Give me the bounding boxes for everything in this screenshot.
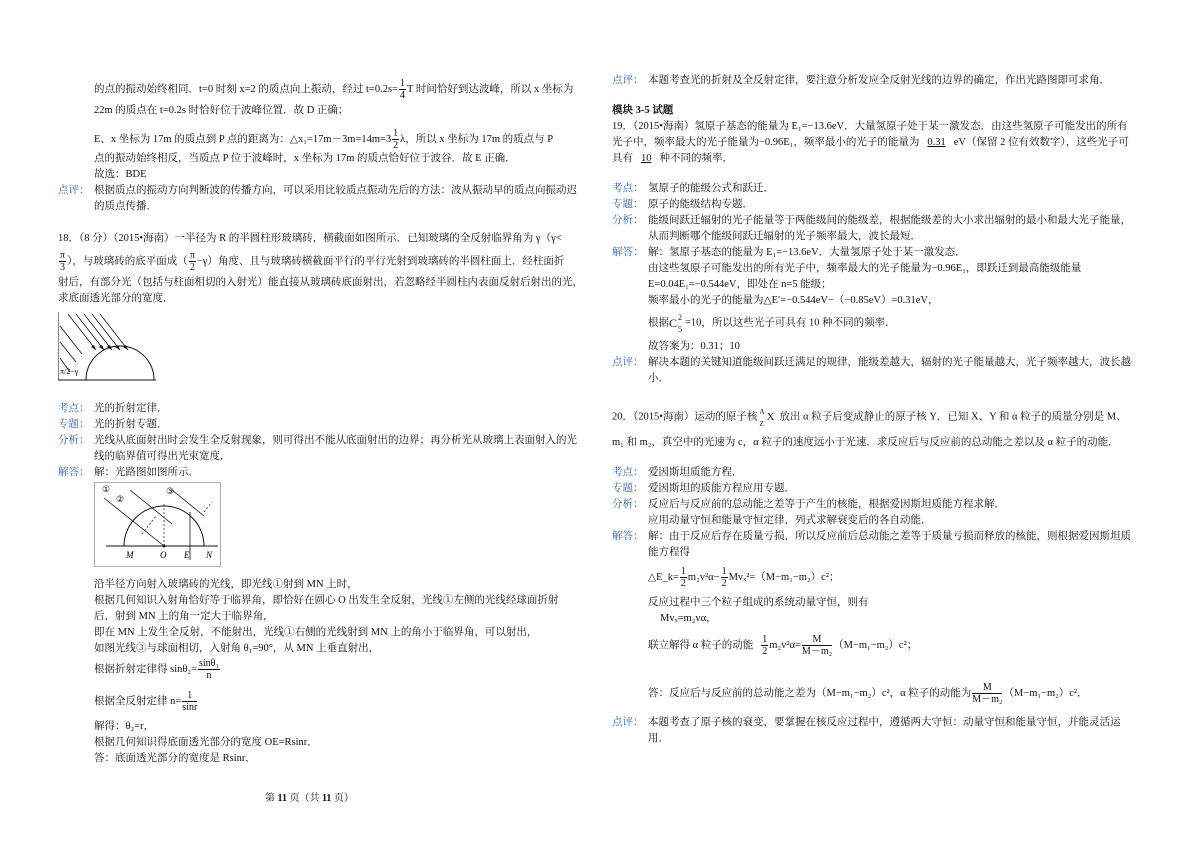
solution-line1: 沿半径方向射入玻璃砖的光线，即光线①射到 MN 上时，: [94, 579, 358, 590]
review-label: 点评：: [612, 357, 644, 368]
q18-line1: 18．（8 分）（2015•海南）一半径为 R 的半圆柱形玻璃砖，横截面如图所示．已知玻璃的全反射临界角为 γ（γ<: [58, 233, 562, 244]
p17-cont-line1: 的点的振动始终相同．t=0 时刻 x=2 的质点向上振动，经过 t=0.2s= $\frac{1}{4}$ T 时间恰好到达波峰，所以 x 坐标为: [94, 78, 574, 101]
q19-jieda-line3: E=0.04E₁=−0.544eV，即处在 n=5 能级；: [648, 279, 832, 290]
jieda-label: 解答：: [612, 247, 644, 258]
q20-equation2: 联立解得 α 粒子的动能 $\frac{1}{2}$ m₂v²α= $\frac{M}{\text{M－m₂}}$ （M−m₁−m₂）c²；: [648, 634, 918, 657]
q20-momentum-eq: Mvₓ=m₂vα，: [660, 613, 717, 624]
page-number: 11: [277, 793, 287, 804]
light-path-figure: [94, 482, 222, 568]
q19-zhuanti: 原子的能级结构专题．: [648, 199, 753, 210]
q19-kaodian: 氢原子的能级公式和跃迁．: [648, 183, 774, 194]
q19-answer2: 10: [641, 153, 652, 164]
fraction-pi-3: $\frac{\pi}{3}$: [60, 250, 66, 273]
q19-jieda-line2: 由这些氢原子可能发出的所有光子中，频率最大的光子能量为−0.96E₁，即跃迁到最高能级能量: [648, 263, 1082, 274]
q20-fenxi-line1: 反应后与反应前的总动能之差等于产生的核能，根据爱因斯坦质能方程求解．: [648, 499, 1005, 510]
figure2-ray1-label: ①: [102, 485, 111, 495]
figure2-ray2-label: ②: [116, 495, 125, 505]
q19-line3: 具有 10 种不同的频率．: [612, 153, 733, 164]
solution-line5: 如图光线③与球面相切，入射角 θ₁=90°，从 MN 上垂直射出，: [94, 643, 380, 654]
p17-cont-line3: E、x 坐标为 17m 的质点到 P 点的距离为：△x₁=17m－3m=14m=3 $\frac{1}{2}$ λ，所以 x 坐标为 17m 的质点与 P: [94, 128, 554, 151]
q19-answer-line: 故答案为：0.31；10: [648, 341, 740, 352]
fenxi-label: 分析：: [58, 435, 90, 446]
p17-cont-line5: 故选：BDE: [94, 169, 147, 180]
q19-fenxi-line1: 能级间跃迁辐射的光子能量等于两能级间的能级差，根据能级差的大小求出辐射的最小和最大光子能量，: [648, 215, 1131, 226]
fraction-1-2: $\frac{1}{2}$: [393, 128, 399, 151]
fraction-sin-theta: $\frac{\text{sinθ₁}}{n}$: [199, 658, 219, 681]
kaodian-text: 光的折射定律．: [94, 403, 168, 414]
module-heading: 模块 3-5 试题: [612, 105, 674, 116]
solution-line7: 根据全反射定律 n= $\frac{1}{\sin r}$: [94, 690, 198, 713]
figure2-point-o: O: [160, 550, 167, 560]
q20-review-line2: 用．: [648, 733, 669, 744]
semicircle-ray-figure: [58, 312, 158, 384]
q20-jieda-line2: 能方程得: [648, 547, 690, 558]
q19-jieda-line4: 频率最小的光子的能量为△E′=−0.544eV−（−0.85eV）=0.31eV，: [648, 295, 939, 306]
kaodian-label: 考点：: [58, 403, 90, 414]
figure2-point-n: N: [206, 550, 213, 560]
zhuanti-label: 专题：: [58, 419, 90, 430]
zhuanti-text: 光的折射专题．: [94, 419, 168, 430]
zhuanti-label: 专题：: [612, 199, 644, 210]
figure1-angle-label: π/2−γ: [60, 367, 79, 376]
combination-symbol: C 2 5: [669, 313, 682, 334]
q20-jieda-line3: 反应过程中三个粒子组成的系统动量守恒，则有: [648, 597, 869, 608]
q18-line3: 射后，有部分光（包括与柱面相切的入射光）能直接从玻璃砖底面射出，若忽略经半圆柱内表面反射后射出的光，: [58, 277, 583, 288]
figure2-point-m: M: [126, 550, 134, 560]
fenxi-label: 分析：: [612, 499, 644, 510]
q19-line2: 光子中，频率最大的光子能量为−0.96E₁，频率最小的光子的能量为 0.31 eV（保留 2 位有效数字），这些光子可: [612, 137, 1129, 148]
kaodian-label: 考点：: [612, 467, 644, 478]
solution-line9: 根据几何知识得底面透光部分的宽度 OE=Rsinr．: [94, 737, 318, 748]
fraction-1-sinr: $\frac{1}{\sin r}$: [182, 690, 198, 713]
figure2-ray3-label: ③: [166, 487, 175, 497]
review-label: 点评：: [612, 75, 644, 86]
q20-answer: 答：反应后与反应前的总动能之差为（M−m₁−m₂）c²，α 粒子的动能为 $\frac{M}{\text{M－m₂}}$ （M−m₁−m₂）c²．: [648, 682, 1088, 705]
q18-line4: 求底面透光部分的宽度．: [58, 293, 174, 304]
jieda-label: 解答：: [612, 531, 644, 542]
figure2-point-e: E: [184, 550, 190, 560]
p17-cont-line4: 点的振动始终相反，当质点 P 位于波峰时，x 坐标为 17m 的质点恰好位于波谷．故 E 正确．: [94, 153, 516, 164]
q20-line2: m₁ 和 m₂，真空中的光速为 c，α 粒子的速度远小于光速．求反应后与反应前的总动能之差以及 α 粒子的动能．: [612, 437, 1119, 448]
jieda-label: 解答：: [58, 467, 90, 478]
q20-jieda-line1: 解：由于反应后存在质量亏损，所以反应前后总动能之差等于质量亏损而释放的核能，则根据爱因斯坦质: [648, 531, 1131, 542]
review-label: 点评：: [612, 717, 644, 728]
fenxi-label: 分析：: [612, 215, 644, 226]
nuclide-symbol: A Z X: [759, 408, 775, 428]
solution-line6: 根据折射定律得 sinθ₂= $\frac{\text{sinθ₁}}{n}$: [94, 658, 219, 681]
zhuanti-label: 专题：: [612, 483, 644, 494]
jieda-line1: 解：光路图如图所示．: [94, 467, 199, 478]
solution-line3: 后，射到 MN 上的角一定大于临界角，: [94, 611, 274, 622]
q19-jieda-line5: 根据 C 2 5 =10，所以这些光子可具有 10 种不同的频率．: [648, 313, 896, 334]
page-footer: 第 11 页（共 11 页）: [265, 793, 354, 804]
fraction-pi-2: $\frac{\pi}{2}$: [189, 250, 195, 273]
review-label: 点评：: [58, 185, 90, 196]
q20-review-line1: 本题考查了原子核的衰变，要掌握在核反应过程中，遵循两大守恒：动量守恒和能量守恒，并能灵活运: [648, 717, 1121, 728]
p17-cont-line2: 22m 的质点在 t=0.2s 时恰好位于波峰位置．故 D 正确；: [94, 105, 349, 116]
q19-review-line2: 小．: [648, 373, 669, 384]
fenxi-line1: 光线从底面射出时会发生全反射现象，则可得出不能从底面射出的边界；再分析光从玻璃上表面射入的光: [94, 435, 577, 446]
q19-jieda-line1: 解：氢原子基态的能量为 E₁=−13.6eV．大量氢原子处于某一激发态．: [648, 247, 966, 258]
p17-review-line2: 的质点传播．: [94, 201, 157, 212]
fraction-1-4: $\frac{1}{4}$: [399, 78, 405, 101]
p17-review-line1: 根据质点的振动方向判断波的传播方向，可以采用比较质点振动先后的方法：波从振动早的质点向振动迟: [94, 185, 577, 196]
q20-equation1: △E_k= $\frac{1}{2}$ m₂v²α− $\frac{1}{2}$ Mvₓ²=（M−m₁−m₂）c²；: [648, 566, 840, 589]
kaodian-label: 考点：: [612, 183, 644, 194]
fenxi-line2: 线的临界值可得出光束宽度．: [94, 451, 231, 462]
q20-fenxi-line2: 应用动量守恒和能量守恒定律，列式求解衰变后的各自动能．: [648, 515, 932, 526]
q19-review-line1: 解决本题的关键知道能级间跃迁满足的规律，能级差越大，辐射的光子能量越大，光子频率越大，波长越: [648, 357, 1131, 368]
q19-answer1: 0.31: [927, 137, 946, 148]
solution-line4: 即在 MN 上发生全反射，不能射出，光线①右侧的光线射到 MN 上的角小于临界角，可以射出，: [94, 627, 538, 638]
q20-line1: 20．（2015•海南）运动的原子核 A Z X 放出 α 粒子后变成静止的原子核 Y．已知 X、Y 和 α 粒子的质量分别是 M、: [612, 408, 1127, 428]
solution-line10: 答：底面透光部分的宽度是 Rsinr．: [94, 753, 256, 764]
q19-line1: 19．（2015•海南）氢原子基态的能量为 E₁=−13.6eV．大量氢原子处于某一激发态．由这些氢原子可能发出的所有: [612, 121, 1128, 132]
q18-review-text: 本题考查光的折射及全反射定律，要注意分析发应全反射光线的边界的确定，作出光路图即可求角．: [648, 75, 1110, 86]
q19-fenxi-line2: 从而判断哪个能级间跃迁辐射的光子频率最大，波长最短．: [648, 231, 921, 242]
q18-line2: $\frac{\pi}{3}$ ），与玻璃砖的底平面成（ $\frac{\pi}{2}$ −γ）角度、且与玻璃砖横截面平行的平行光射到玻璃砖的半圆柱面上．经柱面折: [60, 250, 565, 273]
q20-zhuanti: 爱因斯坦的质能方程应用专题．: [648, 483, 795, 494]
solution-line2: 根据几何知识入射角恰好等于临界角，即恰好在圆心 O 出发生全反射，光线①左侧的光线经球面折射: [94, 595, 559, 606]
page-total: 11: [321, 793, 332, 804]
solution-line8: 解得：θ₂=r，: [94, 721, 155, 732]
q20-kaodian: 爱因斯坦质能方程．: [648, 467, 743, 478]
